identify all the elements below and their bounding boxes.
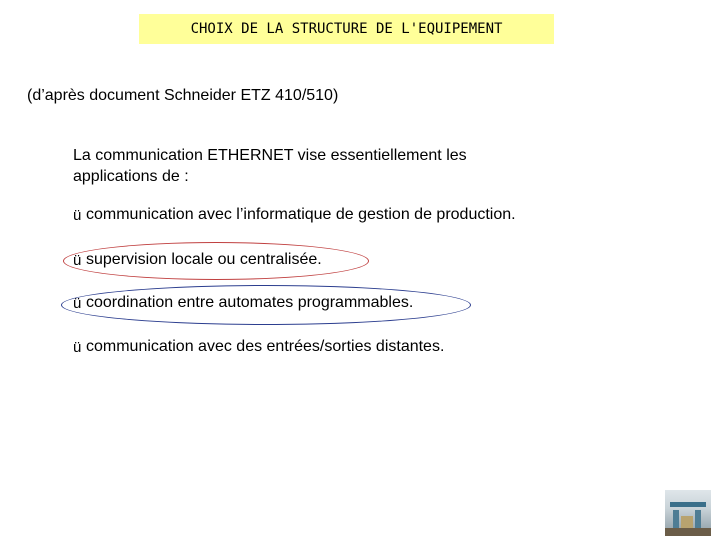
check-bullet-icon: ü — [73, 206, 82, 224]
bullet-text: coordination entre automates programmables. — [86, 294, 414, 311]
equipment-photo-thumbnail — [665, 490, 711, 536]
bullet-text: communication avec des entrées/sorties distantes. — [86, 338, 445, 355]
slide-title-text: CHOIX DE LA STRUCTURE DE L'EQUIPEMENT — [190, 21, 503, 37]
bullet-text: supervision locale ou centralisée. — [86, 251, 322, 268]
bullet-text: communication avec l’informatique de gestion de production. — [86, 206, 516, 223]
bullet-item — [73, 206, 516, 224]
intro-paragraph: La communication ETHERNET vise essentiellement les applications de : — [73, 147, 467, 185]
highlight-ellipse-blue — [61, 285, 471, 325]
check-bullet-icon: ü — [73, 294, 82, 312]
source-reference: (d’après document Schneider ETZ 410/510) — [27, 87, 339, 104]
check-bullet-icon: ü — [73, 338, 82, 356]
bullet-item — [73, 338, 444, 356]
slide-title — [139, 14, 554, 44]
highlight-ellipse-red — [63, 242, 369, 280]
check-bullet-icon: ü — [73, 251, 82, 269]
